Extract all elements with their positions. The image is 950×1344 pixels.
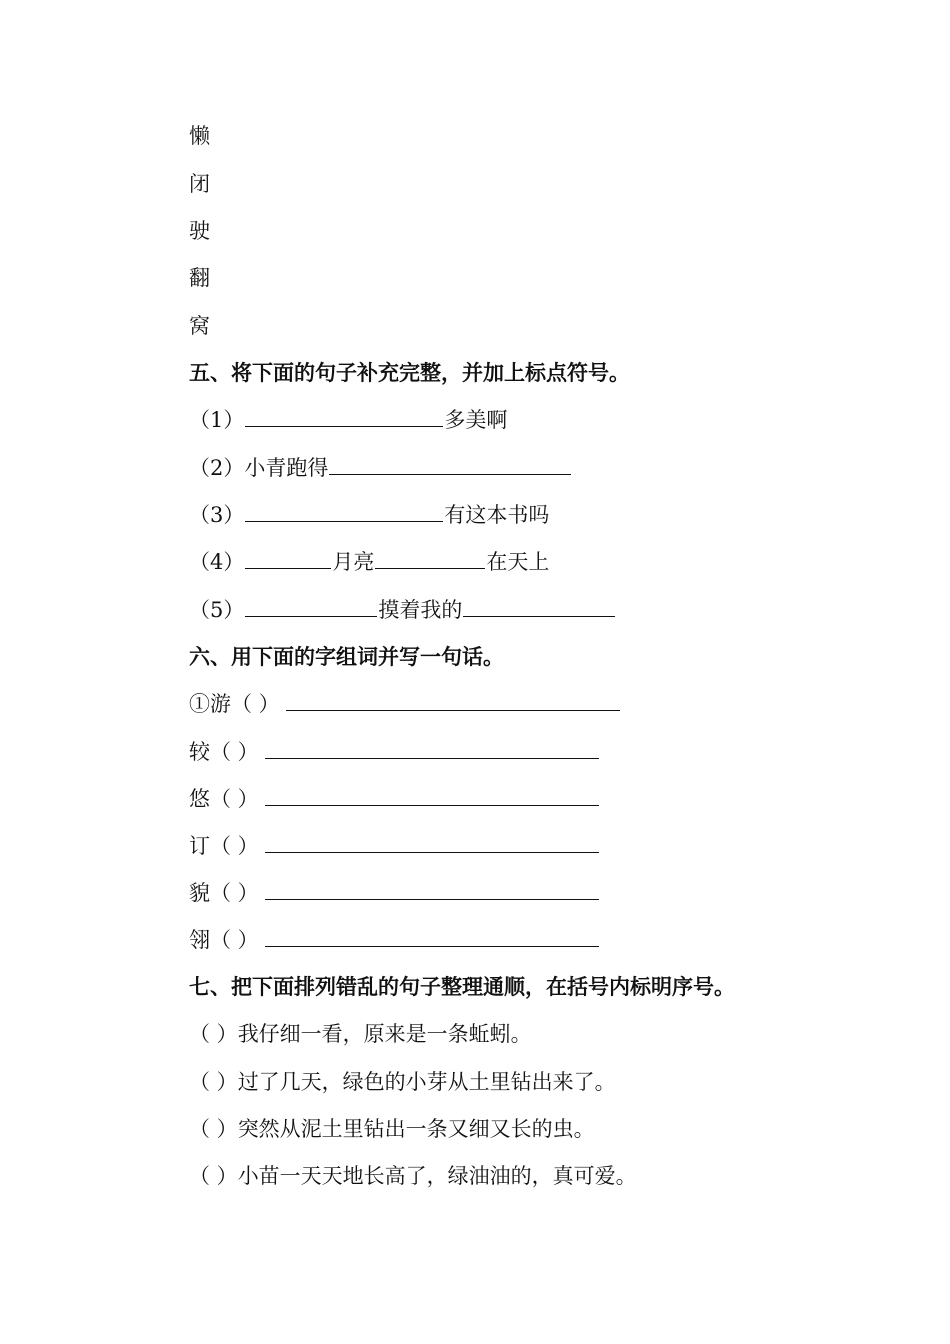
sentence-blank[interactable] (265, 738, 599, 759)
sentence-item (189, 404, 507, 436)
item-number: （1） (189, 408, 245, 432)
sentence-text: 月亮 (332, 550, 375, 574)
fill-blank[interactable] (375, 548, 485, 569)
word-char: 翎 (189, 928, 210, 952)
char-text: 懒 (189, 124, 210, 148)
char-item (189, 168, 210, 200)
order-paren[interactable]: （ ） (189, 1164, 238, 1188)
word-item (189, 688, 621, 720)
word-char: 悠 (189, 787, 210, 811)
sentence-item (189, 499, 549, 531)
section7-title: 七、把下面排列错乱的句子整理通顺，在括号内标明序号。 (189, 975, 735, 999)
fill-blank[interactable] (245, 596, 377, 617)
sentence-item (189, 452, 572, 484)
order-text: 我仔细一看，原来是一条蚯蚓。 (237, 1022, 532, 1046)
char-item (189, 262, 210, 294)
section6-title: 六、用下面的字组词并写一句话。 (189, 645, 504, 669)
order-item (189, 1066, 616, 1098)
fill-blank[interactable] (245, 501, 443, 522)
item-number: （5） (189, 598, 245, 622)
word-item (189, 736, 600, 768)
sentence-blank[interactable] (265, 785, 599, 806)
char-text: 窝 (189, 314, 210, 338)
sentence-blank[interactable] (265, 926, 599, 947)
sentence-text: 在天上 (486, 550, 550, 574)
char-item (189, 215, 210, 247)
sentence-text: 摸着我的 (378, 598, 463, 622)
order-text: 突然从泥土里钻出一条又细又长的虫。 (237, 1117, 595, 1141)
char-item (189, 120, 210, 152)
word-paren[interactable]: （ ） (210, 928, 259, 952)
sentence-text: 小青跑得 (244, 456, 329, 480)
item-number: （2） (189, 456, 245, 480)
fill-blank[interactable] (245, 548, 331, 569)
item-number: （4） (189, 550, 245, 574)
word-paren[interactable]: （ ） (210, 834, 259, 858)
sentence-blank[interactable] (286, 690, 620, 711)
sentence-item (189, 594, 616, 626)
order-text: 小苗一天天地长高了，绿油油的，真可爱。 (237, 1164, 637, 1188)
word-paren[interactable]: （ ） (210, 787, 259, 811)
char-item (189, 310, 210, 342)
word-char: ①游 (189, 692, 231, 716)
sentence-text: 有这本书吗 (444, 503, 550, 527)
order-paren[interactable]: （ ） (189, 1022, 238, 1046)
word-item (189, 877, 600, 909)
word-paren[interactable]: （ ） (231, 692, 280, 716)
word-char: 较 (189, 740, 210, 764)
char-text: 驶 (189, 219, 210, 243)
order-paren[interactable]: （ ） (189, 1070, 238, 1094)
sentence-blank[interactable] (265, 832, 599, 853)
char-text: 翻 (189, 266, 210, 290)
word-paren[interactable]: （ ） (210, 881, 259, 905)
fill-blank[interactable] (463, 596, 615, 617)
item-number: （3） (189, 503, 245, 527)
word-item (189, 783, 600, 815)
order-text: 过了几天，绿色的小芽从土里钻出来了。 (237, 1070, 616, 1094)
order-paren[interactable]: （ ） (189, 1117, 238, 1141)
word-char: 订 (189, 834, 210, 858)
sentence-item (189, 546, 549, 578)
char-text: 闭 (189, 172, 210, 196)
sentence-blank[interactable] (265, 879, 599, 900)
sentence-text: 多美啊 (444, 408, 508, 432)
order-item (189, 1018, 532, 1050)
word-item (189, 830, 600, 862)
word-item (189, 924, 600, 956)
word-char: 貌 (189, 881, 210, 905)
word-paren[interactable]: （ ） (210, 740, 259, 764)
order-item (189, 1113, 595, 1145)
fill-blank[interactable] (245, 406, 443, 427)
order-item (189, 1160, 637, 1192)
section5-title: 五、将下面的句子补充完整，并加上标点符号。 (189, 361, 630, 385)
fill-blank[interactable] (329, 454, 571, 475)
